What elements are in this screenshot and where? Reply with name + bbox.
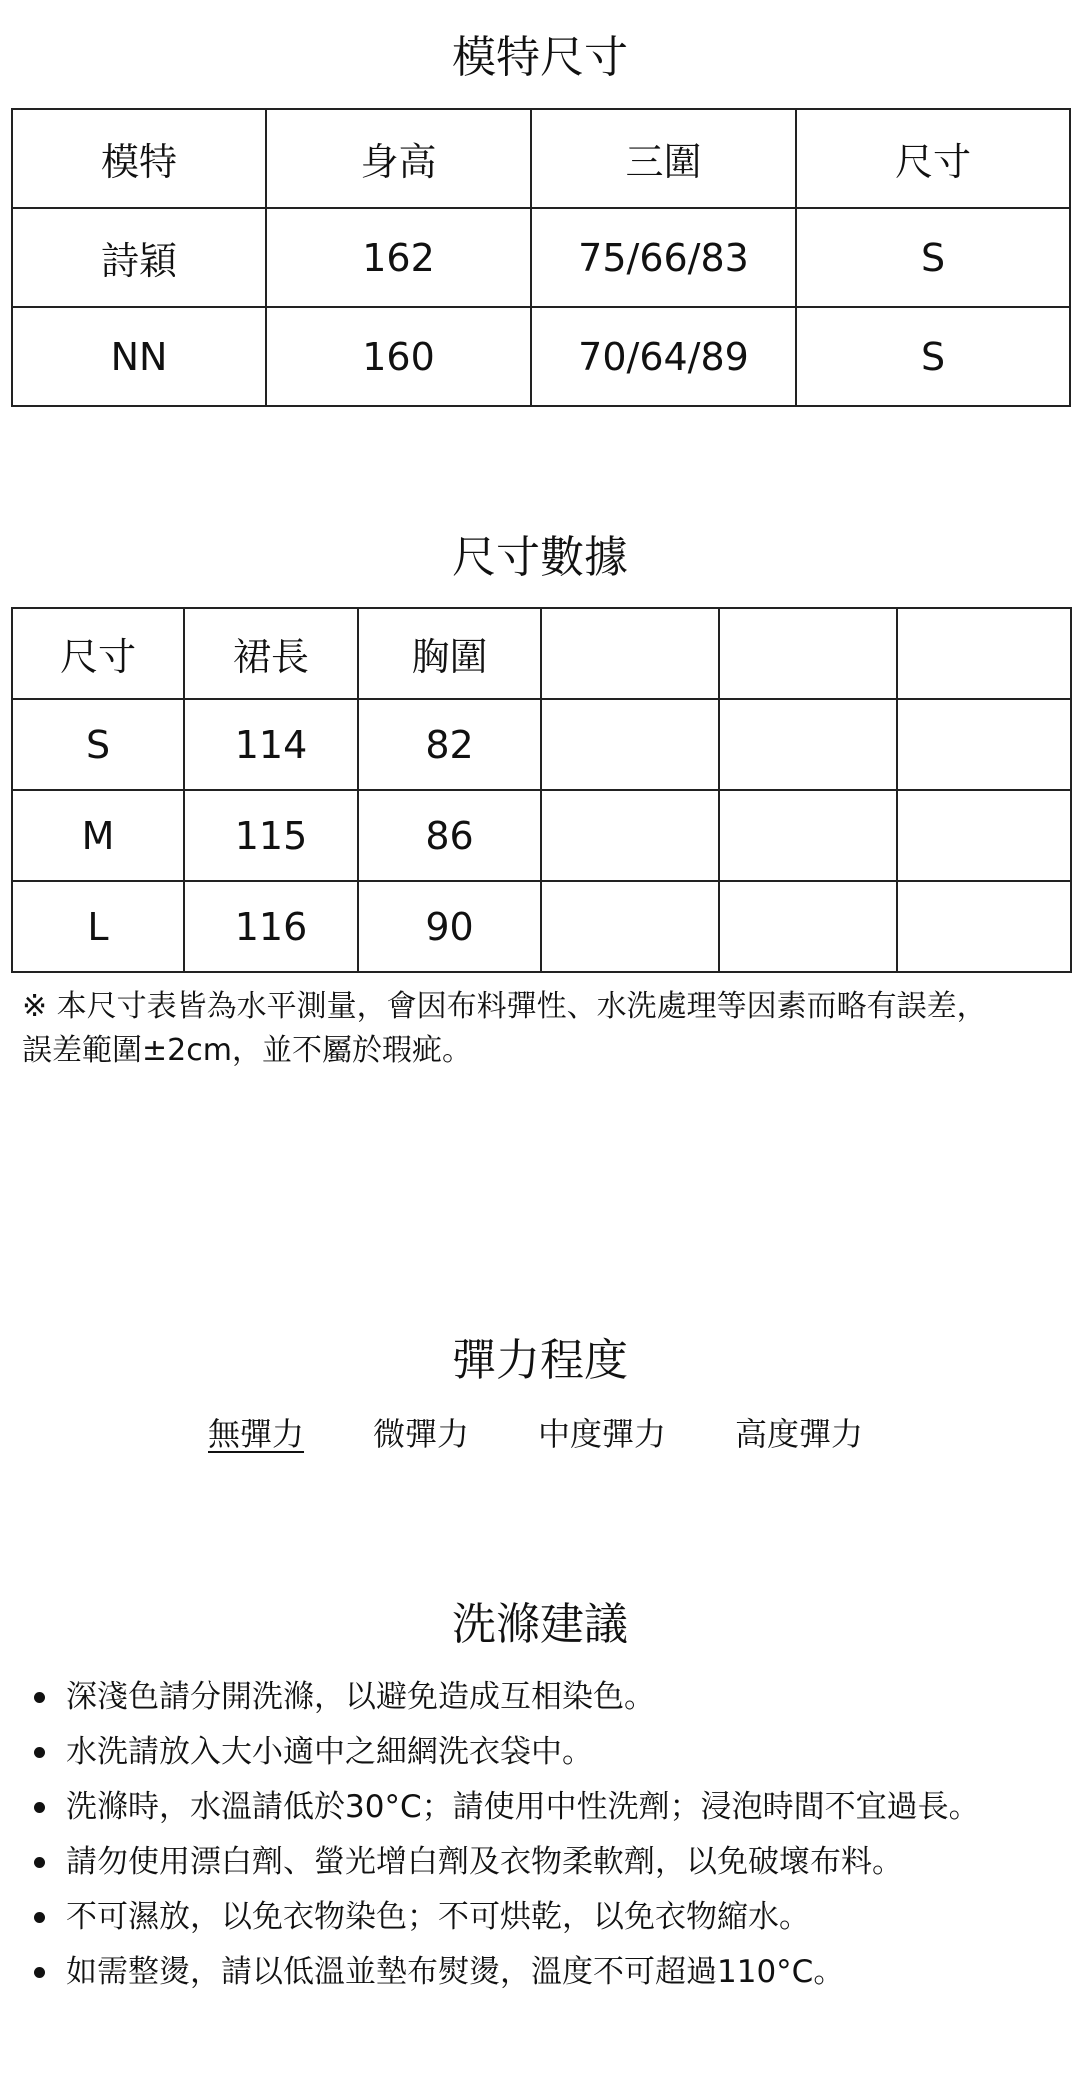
header-cell: 身高 (266, 109, 531, 208)
table-cell: 90 (358, 881, 541, 972)
table-cell: M (12, 790, 184, 881)
list-item (0, 1890, 1080, 1945)
table-row (12, 881, 1071, 972)
care-text: 請勿使用漂白劑、螢光增白劑及衣物柔軟劑，以免破壞布料。 (66, 1844, 903, 1880)
table-cell: 75/66/83 (531, 208, 796, 307)
care-text: 不可濕放，以免衣物染色；不可烘乾，以免衣物縮水。 (66, 1899, 810, 1935)
table-cell (897, 881, 1071, 972)
care-text: 如需整燙，請以低溫並墊布熨燙，溫度不可超過110°C。 (66, 1954, 845, 1990)
table-cell (719, 790, 897, 881)
table-row (12, 790, 1071, 881)
table-header-row (12, 109, 1070, 208)
table-cell: S (796, 208, 1070, 307)
header-cell (719, 608, 897, 699)
bullet-icon (34, 1692, 45, 1703)
model-size-title: 模特尺寸 (452, 32, 628, 83)
size-data-table (11, 607, 1072, 973)
table-cell: 162 (266, 208, 531, 307)
stretch-option-medium: 中度彈力 (538, 1415, 667, 1453)
bullet-icon (34, 1912, 45, 1923)
header-cell (897, 608, 1071, 699)
stretch-option-none: 無彈力 (208, 1415, 305, 1453)
care-text: 洗滌時，水溫請低於30°C；請使用中性洗劑；浸泡時間不宜過長。 (66, 1789, 980, 1825)
table-cell (541, 790, 719, 881)
table-cell (719, 881, 897, 972)
table-cell: S (12, 699, 184, 790)
table-cell: 70/64/89 (531, 307, 796, 406)
table-header-row (12, 608, 1071, 699)
table-cell: 114 (184, 699, 358, 790)
care-text: 深淺色請分開洗滌，以避免造成互相染色。 (66, 1679, 655, 1715)
table-cell: 82 (358, 699, 541, 790)
stretch-option-high: 高度彈力 (735, 1415, 864, 1453)
list-item (0, 1780, 1080, 1835)
header-cell: 胸圍 (358, 608, 541, 699)
table-cell: 116 (184, 881, 358, 972)
table-row (12, 208, 1070, 307)
stretch-title: 彈力程度 (452, 1335, 628, 1386)
table-row (12, 307, 1070, 406)
care-list (0, 1670, 1080, 2000)
list-item (0, 1835, 1080, 1890)
size-note-line: ※ 本尺寸表皆為水平測量，會因布料彈性、水洗處理等因素而略有誤差， (22, 989, 987, 1024)
header-cell: 尺寸 (796, 109, 1070, 208)
table-cell: 115 (184, 790, 358, 881)
table-cell: 詩穎 (12, 208, 266, 307)
bullet-icon (34, 1967, 45, 1978)
header-cell: 模特 (12, 109, 266, 208)
stretch-option-slight: 微彈力 (373, 1415, 470, 1453)
table-cell: 86 (358, 790, 541, 881)
size-note (22, 985, 1062, 1073)
bullet-icon (34, 1802, 45, 1813)
table-cell (541, 881, 719, 972)
bullet-icon (34, 1747, 45, 1758)
header-cell: 三圍 (531, 109, 796, 208)
list-item (0, 1725, 1080, 1780)
header-cell (541, 608, 719, 699)
size-note-line: 誤差範圍±2cm，並不屬於瑕疵。 (22, 1033, 472, 1068)
table-cell: NN (12, 307, 266, 406)
header-cell: 尺寸 (12, 608, 184, 699)
table-cell (541, 699, 719, 790)
table-cell: 160 (266, 307, 531, 406)
header-cell: 裙長 (184, 608, 358, 699)
stretch-scale (0, 1412, 1080, 1456)
table-cell (897, 790, 1071, 881)
list-item (0, 1945, 1080, 2000)
table-cell (897, 699, 1071, 790)
table-row (12, 699, 1071, 790)
bullet-icon (34, 1857, 45, 1868)
table-cell: S (796, 307, 1070, 406)
table-cell: L (12, 881, 184, 972)
care-text: 水洗請放入大小適中之細網洗衣袋中。 (66, 1734, 593, 1770)
size-data-title: 尺寸數據 (452, 532, 628, 583)
care-title: 洗滌建議 (452, 1599, 628, 1650)
list-item (0, 1670, 1080, 1725)
model-size-table (11, 108, 1071, 407)
table-cell (719, 699, 897, 790)
